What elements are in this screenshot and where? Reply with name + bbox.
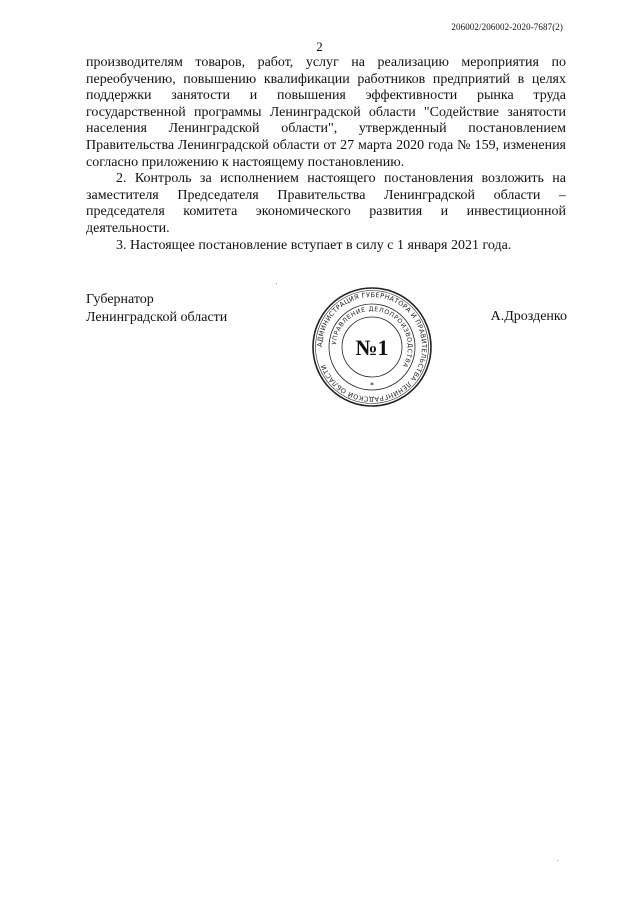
paragraph-2: 2. Контроль за исполнением настоящего постановления возложить на заместителя Председателя Правительства Ленинградской области – председателя комитета экономического развития и инвестиционной деятельности. bbox=[86, 171, 566, 236]
document-body bbox=[86, 55, 566, 254]
seal-star: * bbox=[370, 381, 374, 390]
scan-speck bbox=[276, 283, 277, 284]
signatory-name: А.Дрозденко bbox=[490, 309, 567, 324]
seal-graphic bbox=[310, 285, 434, 409]
signatory-title bbox=[86, 291, 227, 326]
official-seal-stamp bbox=[310, 285, 434, 409]
seal-outer-text-path: АДМИНИСТРАЦИЯ ГУБЕРНАТОРА И ПРАВИТЕЛЬСТВА ЛЕНИНГРАДСКОЙ ОБЛАСТИ bbox=[315, 290, 429, 404]
signatory-title-line-1: Губернатор bbox=[86, 292, 154, 307]
page-number: 2 bbox=[316, 39, 323, 54]
scan-speck bbox=[557, 860, 558, 861]
signatory-title-line-2: Ленинградской области bbox=[86, 309, 228, 325]
paragraph-3: 3. Настоящее постановление вступает в силу с 1 января 2021 года. bbox=[116, 237, 512, 253]
seal-inner-text-path: УПРАВЛЕНИЕ ДЕЛОПРОИЗВОДСТВА bbox=[331, 305, 414, 369]
seal-number: №1 bbox=[355, 335, 389, 360]
document-registration-number: 206002/206002-2020-7687(2) bbox=[451, 22, 563, 32]
paragraph-1: производителям товаров, работ, услуг на реализацию мероприятия по переобучению, повышению квалификации работников предприятий в целях поддержки занятости и повышения эффективности рынка труда государственной программы Ленинградской области "Содействие занятости населения Ленинградской области", утвержденный постановлением Правительства Ленинградской области от 27 марта 2020 года № 159, изменения согласно приложению к настоящему постановлению. bbox=[86, 55, 566, 170]
